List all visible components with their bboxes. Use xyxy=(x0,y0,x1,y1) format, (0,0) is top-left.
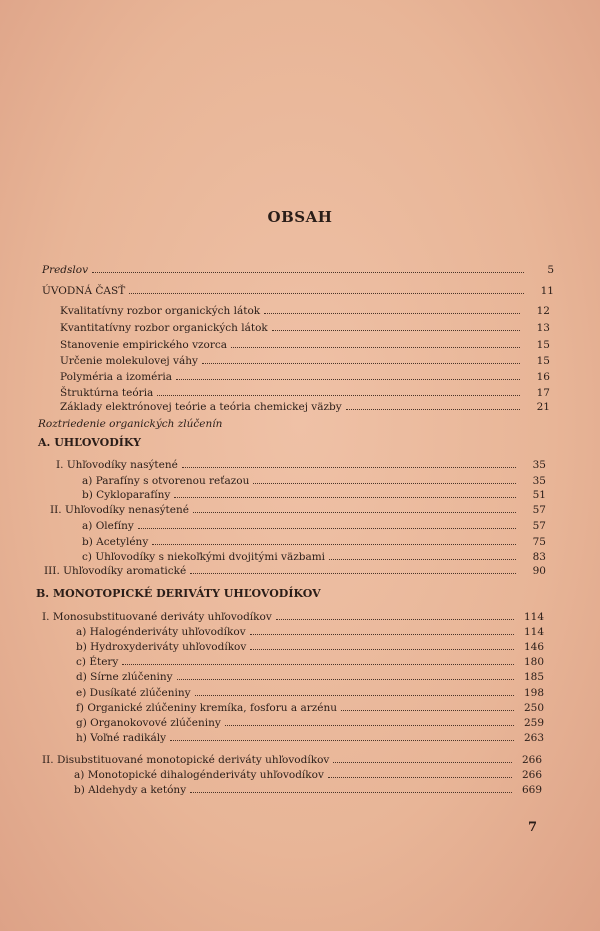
toc-label: e) Dusíkaté zlúčeniny xyxy=(76,687,191,699)
toc-label: b) Aldehydy a ketóny xyxy=(74,784,187,796)
toc-page: 35 xyxy=(532,459,546,471)
toc-label: Kvalitatívny rozbor organických látok xyxy=(60,305,261,317)
toc-entry xyxy=(82,488,546,502)
toc-page: 669 xyxy=(521,784,542,796)
toc-label: Predslov xyxy=(42,264,89,276)
dot-leader xyxy=(264,304,520,314)
toc-entry xyxy=(82,550,546,564)
dot-leader xyxy=(272,321,520,331)
toc-label: Stanovenie empirického vzorca xyxy=(60,339,228,351)
dot-leader xyxy=(138,519,516,529)
toc-label: II. Disubstituované monotopické deriváty uhľovodíkov xyxy=(42,754,330,766)
toc-page: 15 xyxy=(536,339,550,351)
toc-page: 57 xyxy=(532,520,546,532)
toc-page: 51 xyxy=(532,489,546,501)
toc-entry xyxy=(76,731,544,745)
dot-leader xyxy=(333,753,512,763)
toc-entry xyxy=(82,474,546,488)
dot-leader xyxy=(346,400,520,410)
toc-label: a) Parafíny s otvorenou reťazou xyxy=(82,475,250,487)
toc-label: ÚVODNÁ ČASŤ xyxy=(42,285,126,297)
toc-page: 114 xyxy=(523,626,544,638)
toc-page: 12 xyxy=(536,305,550,317)
toc-entry xyxy=(60,304,550,318)
toc-entry-predslov xyxy=(42,263,554,277)
toc-entry xyxy=(60,321,550,335)
toc-entry xyxy=(44,564,546,578)
toc-entry xyxy=(60,370,550,384)
toc-label: c) Uhľovodíky s niekoľkými dvojitými väzbami xyxy=(82,551,326,563)
toc-page: 5 xyxy=(547,264,554,276)
toc-label: a) Halogénderiváty uhľovodíkov xyxy=(76,626,246,638)
toc-page: 13 xyxy=(536,322,550,334)
toc-page: 250 xyxy=(523,702,544,714)
toc-page: 180 xyxy=(523,656,544,668)
toc-entry xyxy=(76,670,544,684)
dot-leader xyxy=(182,458,516,468)
toc-entry xyxy=(76,701,544,715)
toc-entry xyxy=(50,503,546,517)
toc-page: 21 xyxy=(536,401,550,413)
dot-leader xyxy=(152,535,516,545)
dot-leader xyxy=(253,474,516,484)
toc-label: Určenie molekulovej váhy xyxy=(60,355,198,367)
toc-label: I. Monosubstituované deriváty uhľovodíkov xyxy=(42,611,272,623)
dot-leader xyxy=(276,610,514,620)
toc-label: Kvantitatívny rozbor organických látok xyxy=(60,322,268,334)
toc-label: b) Cykloparafíny xyxy=(82,489,171,501)
toc-label: II. Uhľovodíky nenasýtené xyxy=(50,504,189,516)
toc-page: 266 xyxy=(521,754,542,766)
dot-leader xyxy=(328,768,512,778)
toc-page: 114 xyxy=(523,611,544,623)
toc-entry xyxy=(74,768,542,782)
dot-leader xyxy=(195,686,514,696)
dot-leader xyxy=(193,503,516,513)
toc-page: 263 xyxy=(523,732,544,744)
toc-page: 75 xyxy=(532,536,546,548)
section-subtitle: Roztriedenie organických zlúčenín xyxy=(38,418,223,430)
section-heading-b: B. MONOTOPICKÉ DERIVÁTY UHĽOVODÍKOV xyxy=(36,587,321,600)
toc-entry xyxy=(82,535,546,549)
toc-entry xyxy=(42,753,542,767)
dot-leader xyxy=(225,716,514,726)
toc-label: a) Olefíny xyxy=(82,520,134,532)
toc-page: 17 xyxy=(536,387,550,399)
toc-entry xyxy=(60,400,550,414)
dot-leader xyxy=(250,640,514,650)
dot-leader xyxy=(122,655,514,665)
toc-page: 185 xyxy=(523,671,544,683)
toc-label: Štruktúrna teória xyxy=(60,387,154,399)
toc-page: 146 xyxy=(523,641,544,653)
toc-label: f) Organické zlúčeniny kremíka, fosforu a arzénu xyxy=(76,702,338,714)
toc-entry xyxy=(76,640,544,654)
toc-page: 83 xyxy=(532,551,546,563)
toc-entry xyxy=(60,354,550,368)
toc-entry xyxy=(76,655,544,669)
toc-entry xyxy=(76,716,544,730)
toc-entry xyxy=(76,686,544,700)
dot-leader xyxy=(329,550,516,560)
toc-label: b) Acetylény xyxy=(82,536,149,548)
toc-page: 198 xyxy=(523,687,544,699)
page-title: OBSAH xyxy=(267,208,333,226)
toc-label: d) Sírne zlúčeniny xyxy=(76,671,173,683)
dot-leader xyxy=(176,370,520,380)
dot-leader xyxy=(157,386,520,396)
toc-page: 266 xyxy=(521,769,542,781)
dot-leader xyxy=(250,625,514,635)
dot-leader xyxy=(174,488,516,498)
page-number: 7 xyxy=(528,820,538,835)
toc-page: 90 xyxy=(532,565,546,577)
toc-label: III. Uhľovodíky aromatické xyxy=(44,565,187,577)
toc-label: h) Voľné radikály xyxy=(76,732,167,744)
toc-entry xyxy=(74,783,542,797)
dot-leader xyxy=(202,354,520,364)
toc-entry xyxy=(56,458,546,472)
toc-entry xyxy=(60,386,550,400)
toc-page: 15 xyxy=(536,355,550,367)
dot-leader xyxy=(341,701,514,711)
toc-page: 16 xyxy=(536,371,550,383)
toc-label: b) Hydroxyderiváty uhľovodíkov xyxy=(76,641,247,653)
toc-entry-uvodna-cast xyxy=(42,284,554,298)
toc-entry xyxy=(76,625,544,639)
dot-leader xyxy=(190,783,512,793)
dot-leader xyxy=(231,338,520,348)
toc-label: g) Organokovové zlúčeniny xyxy=(76,717,221,729)
section-heading-a: A. UHĽOVODÍKY xyxy=(38,436,142,449)
toc-label: Polyméria a izoméria xyxy=(60,371,173,383)
dot-leader xyxy=(177,670,514,680)
dot-leader xyxy=(129,284,524,294)
toc-entry xyxy=(82,519,546,533)
toc-page: 57 xyxy=(532,504,546,516)
toc-label: Základy elektrónovej teórie a teória chemickej väzby xyxy=(60,401,342,413)
toc-label: a) Monotopické dihalogénderiváty uhľovodíkov xyxy=(74,769,324,781)
toc-entry xyxy=(42,610,544,624)
toc-label: I. Uhľovodíky nasýtené xyxy=(56,459,178,471)
toc-entry xyxy=(60,338,550,352)
toc-page: 259 xyxy=(523,717,544,729)
dot-leader xyxy=(190,564,516,574)
toc-label: c) Étery xyxy=(76,656,119,668)
toc-page: 11 xyxy=(540,285,554,297)
toc-page: 35 xyxy=(532,475,546,487)
dot-leader xyxy=(170,731,514,741)
dot-leader xyxy=(92,263,524,273)
